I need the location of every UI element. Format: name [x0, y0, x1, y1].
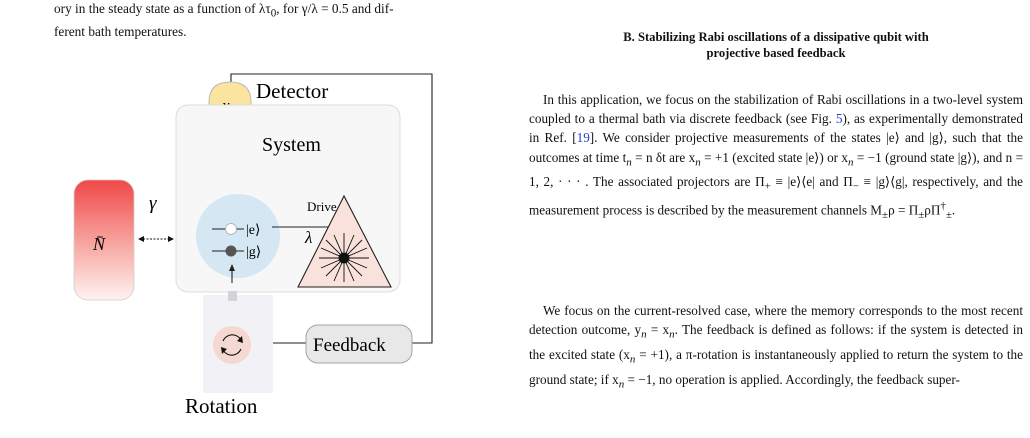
paragraph-1: In this application, we focus on the stabilization of Rabi oscillations in a two-level system coupled to a thermal bath via discrete feedback (see Fig. 5), as experimentally demonstrated in Ref. [19]. We consider projective measurements of the states |e⟩ and |g⟩, such that the outcomes at time $t_n = n$ δt are $x_n = +1$ (excited state |e⟩) or $x_n = -1$ (ground state |g⟩), and n = 1, 2, · · · . The associated projectors are $\Pi_+$ ≡ |e⟩⟨e| and $\Pi_-$ ≡ |g⟩⟨g|, respectively, and the measurement process is described by the measurement channels $M_\pm\rho = \Pi_\pm\rho\Pi^\dagger_\pm$.: [529, 92, 1024, 222]
drive-label: Drive: [307, 199, 337, 214]
citation-link[interactable]: 19: [576, 130, 590, 146]
paragraph-2: We focus on the current-resolved case, where the memory corresponds to the most recent detection outcome, $y_n = x_n$. The feedback is defined as follows: if the system is detected in the excited state $(x_n = +1)$, a π-rotation is instantaneously applied to return the system to the ground state; if $x_n = -1$, no operation is applied. Accordingly, the feedback super-: [529, 303, 1024, 391]
feedback-label: Feedback: [313, 335, 386, 356]
left-column: [0, 0, 500, 438]
ground-level-dot: [226, 246, 237, 257]
excited-level-dot: [226, 224, 237, 235]
section-heading: B. Stabilizing Rabi oscillations of a dissipative qubit with projective based feedback: [623, 30, 929, 60]
qubit-circle: [196, 194, 280, 278]
figure-reference-link[interactable]: 5: [835, 111, 843, 127]
lambda-symbol: λ: [305, 228, 313, 247]
detector-label: Detector: [256, 79, 329, 103]
bath-symbol: N̄: [93, 234, 106, 254]
right-column: [529, 0, 1023, 438]
dissipation-arrow: [138, 236, 174, 242]
rotation-label: Rotation: [185, 394, 258, 418]
feedback-diagram: [0, 0, 500, 438]
gamma-symbol: γ: [149, 193, 157, 214]
ground-state-label: |g⟩: [246, 245, 262, 260]
figure-caption: ory in the steady state as a function of $\lambda\tau_0$, for γ/λ = 0.5 and dif- ferent bath temperatures.: [54, 1, 394, 39]
excited-state-label: |e⟩: [246, 223, 261, 238]
rotation-port: [228, 291, 237, 301]
system-label: System: [262, 134, 321, 156]
rotation-circle: [213, 326, 251, 364]
